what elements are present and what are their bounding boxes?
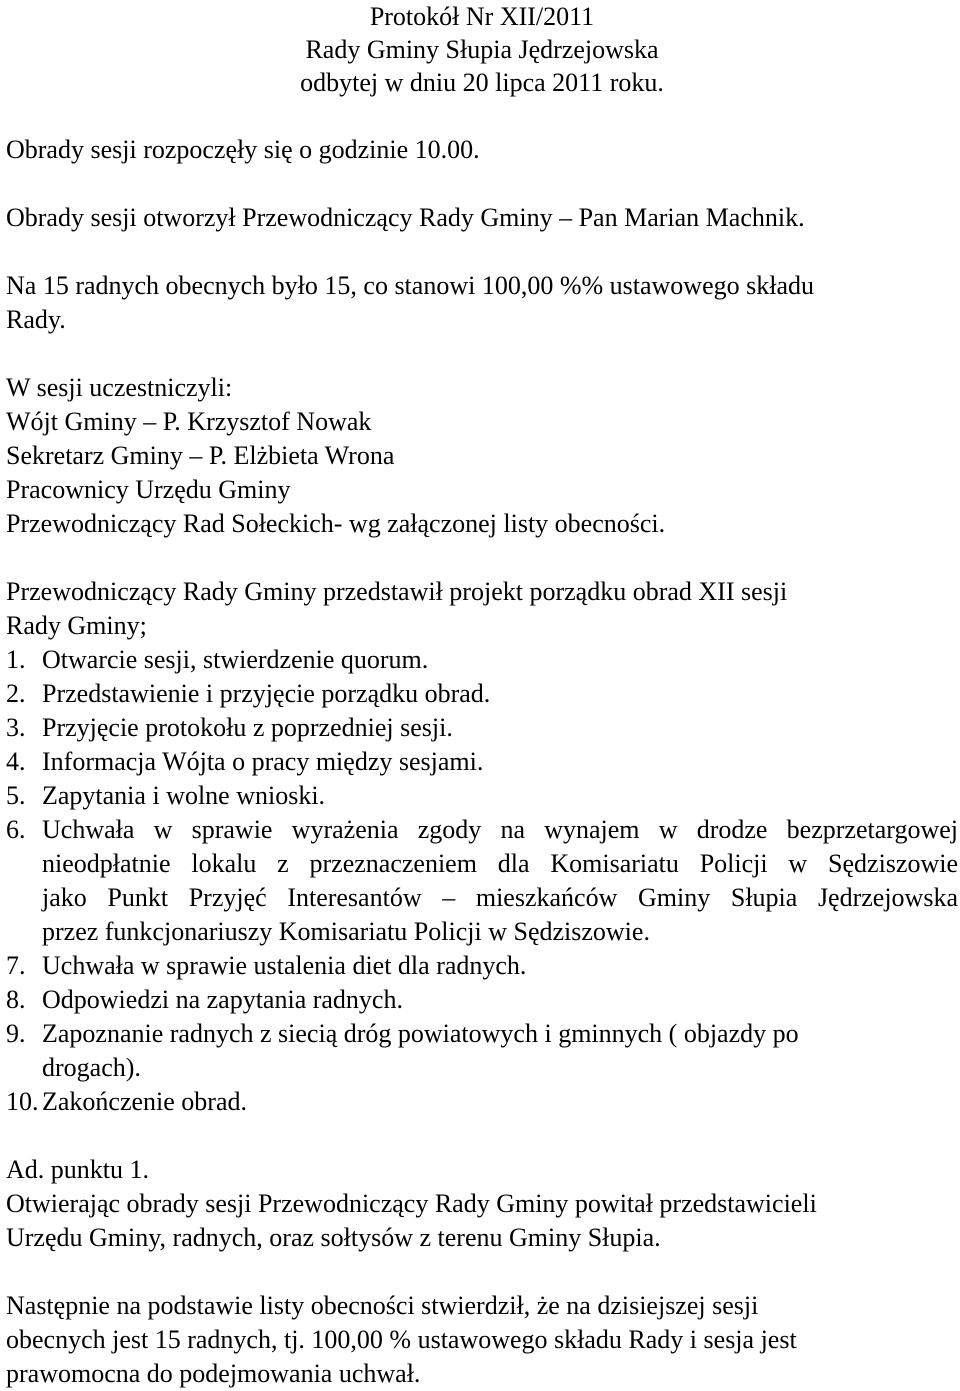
agenda-item-text: Informacja Wójta o pracy między sesjami. [42,747,484,776]
title-line-2: Rady Gminy Słupia Jędrzejowska [305,35,659,64]
document-title [6,0,958,99]
point-1-paragraph-2-line: Następnie na podstawie listy obecności stwierdził, że na dzisiejszej sesji [6,1291,759,1320]
agenda-item-text [42,1017,958,1085]
agenda-item-number: 10. [6,1087,39,1116]
agenda-item-number: 8. [6,985,26,1014]
agenda-item-text: Zapytania i wolne wnioski. [42,781,326,810]
agenda-item [6,983,958,1017]
participant-item: Sekretarz Gminy – P. Elżbieta Wrona [6,441,395,470]
agenda-intro-line-1: Przewodniczący Rady Gminy przedstawił projekt porządku obrad XII sesji [6,577,788,606]
point-1-paragraph-1-line: Urzędu Gminy, radnych, oraz sołtysów z terenu Gminy Słupia. [6,1223,661,1252]
title-line-1: Protokół Nr XII/2011 [369,2,595,31]
point-1-paragraph-1-line: Otwierając obrady sesji Przewodniczący Rady Gminy powitał przedstawicieli [6,1189,817,1218]
agenda-item-text [42,813,958,949]
agenda-item-number: 9. [6,1019,26,1048]
agenda-item-text-line: drogach). [42,1053,141,1082]
agenda-item [6,779,958,813]
agenda-item-number: 5. [6,781,26,810]
agenda-item [6,1085,958,1119]
agenda-item-text: Zakończenie obrad. [42,1087,248,1116]
agenda-item-text-line: Uchwała w sprawie wyrażenia zgody na wynajem w drodze bezprzetargowej [42,815,958,844]
agenda-item-text: Otwarcie sesji, stwierdzenie quorum. [42,645,429,674]
title-line-3: odbytej w dniu 20 lipca 2011 roku. [300,68,664,97]
participant-item: Pracownicy Urzędu Gminy [6,475,291,504]
participant-item: Wójt Gminy – P. Krzysztof Nowak [6,407,372,436]
agenda-item-text-line: jako Punkt Przyjęć Interesantów – mieszkańców Gminy Słupia Jędrzejowska [42,883,958,912]
agenda-item [6,677,958,711]
agenda-item-number: 3. [6,713,26,742]
agenda-item [6,813,958,949]
agenda-item-number: 2. [6,679,26,708]
session-start-time: Obrady sesji rozpoczęły się o godzinie 10.00. [6,135,480,164]
point-1-paragraph-2-line: obecnych jest 15 radnych, tj. 100,00 % ustawowego składu Rady i sesja jest [6,1325,797,1354]
agenda-item [6,745,958,779]
agenda-item-text-line: nieodpłatnie lokalu z przeznaczeniem dla Komisariatu Policji w Sędziszowie [42,849,958,878]
agenda-item-number: 1. [6,645,26,674]
quorum-line-1: Na 15 radnych obecnych było 15, co stanowi 100,00 %% ustawowego składu [6,271,814,300]
agenda-item [6,1017,958,1085]
quorum-line-2: Rady. [6,305,66,334]
agenda-list [6,643,958,1119]
agenda-section [6,575,958,1119]
agenda-item-text: Przedstawienie i przyjęcie porządku obrad. [42,679,491,708]
agenda-item-number: 6. [6,815,26,844]
agenda-item-text: Odpowiedzi na zapytania radnych. [42,985,403,1014]
participant-item: Przewodniczący Rad Sołeckich- wg załączonej listy obecności. [6,509,666,538]
agenda-item-text: Uchwała w sprawie ustalenia diet dla radnych. [42,951,527,980]
agenda-item [6,711,958,745]
agenda-item-text: Przyjęcie protokołu z poprzedniej sesji. [42,713,453,742]
document-page [6,0,958,1391]
agenda-item-number: 4. [6,747,26,776]
session-opened-by: Obrady sesji otworzył Przewodniczący Rady Gminy – Pan Marian Machnik. [6,203,805,232]
point-1-heading: Ad. punktu 1. [6,1155,149,1184]
participants-heading: W sesji uczestniczyli: [6,373,233,402]
agenda-item-text-line: przez funkcjonariuszy Komisariatu Policji w Sędziszowie. [42,917,650,946]
agenda-intro-line-2: Rady Gminy; [6,611,147,640]
agenda-item [6,949,958,983]
participants-section [6,371,958,541]
agenda-item-text-line: Zapoznanie radnych z siecią dróg powiatowych i gminnych ( objazdy po [42,1019,799,1048]
point-1-paragraph-2-line: prawomocna do podejmowania uchwał. [6,1359,421,1388]
agenda-item [6,643,958,677]
agenda-item-number: 7. [6,951,26,980]
point-1-section [6,1153,958,1391]
